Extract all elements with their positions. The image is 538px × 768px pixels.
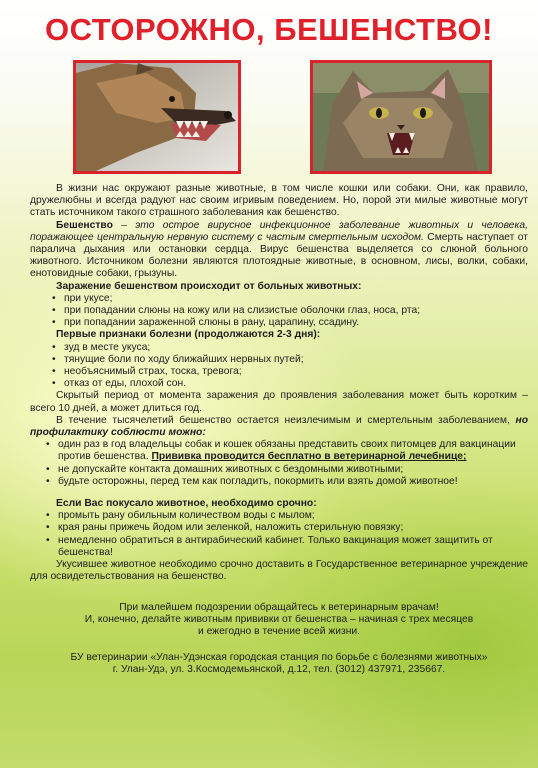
- intro-paragraph: В жизни нас окружают разные животные, в том числе кошки или собаки. Они, как правило, дружелюбны и всегда радуют нас своим игривым поведением. Но, порой эти милые животные могут стать источником такого страшного заболевания как бешенство.: [30, 183, 528, 219]
- infection-list: [30, 293, 528, 330]
- definition-paragraph: [30, 220, 528, 281]
- prevention-list: [30, 439, 528, 488]
- list-item: • промыть рану обильным количеством воды с мылом;: [30, 510, 528, 522]
- list-item: • зуд в месте укуса;: [30, 342, 528, 354]
- body-text: [30, 183, 528, 677]
- list-item: • при попадании зараженной слюны в рану, царапину, ссадину.: [30, 317, 528, 329]
- prevention-item1-text: один раз в год владельцы собак и кошек обязаны представить своих питомцев для вакцинации против бешенства.: [58, 439, 516, 463]
- list-item: • при попадании слюны на кожу или на слизистые оболочки глаз, носа, рта;: [30, 305, 528, 317]
- definition-italic: – это острое вирусное инфекционное заболевание животных и человека, поражающее центральную нервную систему с частым смертельным исходом.: [30, 219, 528, 243]
- definition-rest: Смерть наступает от паралича дыхания или остановки сердца. Вирус бешенства выделяется со слюной больного животного. Источником болезни являются плотоядные животные, в основном, лисы, волки, собаки, енотовидные собаки, грызуны.: [30, 231, 528, 280]
- list-item: • отказ от еды, плохой сон.: [30, 378, 528, 390]
- bite-list: [30, 510, 528, 559]
- list-item: • тянущие боли по ходу ближайших нервных путей;: [30, 354, 528, 366]
- org-line-1: БУ ветеринарии «Улан-Удэнская городская станция по борьбе с болезнями животных»: [70, 652, 488, 664]
- symptoms-heading: Первые признаки болезни (продолжаются 2-3 дня):: [56, 329, 321, 341]
- page-title: ОСТОРОЖНО, БЕШЕНСТВО!: [45, 12, 493, 47]
- incubation-paragraph: Скрытый период от момента заражения до проявления заболевания может быть коротким – всего 10 дней, а может длиться год.: [30, 390, 528, 414]
- definition-term: Бешенство: [56, 219, 113, 231]
- org-line-2: г. Улан-Удэ, ул. 3.Космодемьянской, д.12, тел. (3012) 437971, 235667.: [112, 664, 446, 676]
- footer-line-1: При малейшем подозрении обращайтесь к ветеринарным врачам!: [119, 601, 439, 613]
- list-item: • немедленно обратиться в антирабический кабинет. Только вакцинация может защитить от бешенства!: [30, 535, 528, 559]
- prevention-item1-bold: Прививка проводится бесплатно в ветеринарной лечебнице;: [151, 451, 467, 463]
- list-item: • края раны прижечь йодом или зеленкой, наложить стерильную повязку;: [30, 522, 528, 534]
- list-item: • будьте осторожны, перед тем как погладить, покормить или взять домой животное!: [30, 476, 528, 488]
- prevention-lead-text: В течение тысячелетий бешенство остается неизлечимым и смертельным заболеванием,: [56, 414, 510, 426]
- footer-line-3: и ежегодно в течение всей жизни.: [197, 625, 361, 637]
- wolf-photo: [73, 60, 241, 174]
- infection-heading: Заражение бешенством происходит от больных животных:: [56, 280, 362, 292]
- list-item: • не допускайте контакта домашних животных с бездомными животными;: [30, 464, 528, 476]
- prevention-lead: [30, 415, 528, 439]
- delivery-paragraph: Укусившее животное необходимо срочно доставить в Государственное ветеринарное учреждение для освидетельствования на бешенство.: [30, 559, 528, 583]
- list-item: • необъяснимый страх, тоска, тревога;: [30, 366, 528, 378]
- list-item: • при укусе;: [30, 293, 528, 305]
- footer-line-2: И, конечно, делайте животным прививки от бешенства – начиная с трех месяцев: [84, 613, 474, 625]
- list-item: [30, 439, 528, 463]
- symptoms-list: [30, 342, 528, 391]
- bite-heading: Если Вас покусало животное, необходимо срочно:: [56, 498, 317, 510]
- cat-photo: [310, 60, 492, 174]
- prevention-lead-bold: но профилактику соблюсти можно:: [30, 414, 528, 439]
